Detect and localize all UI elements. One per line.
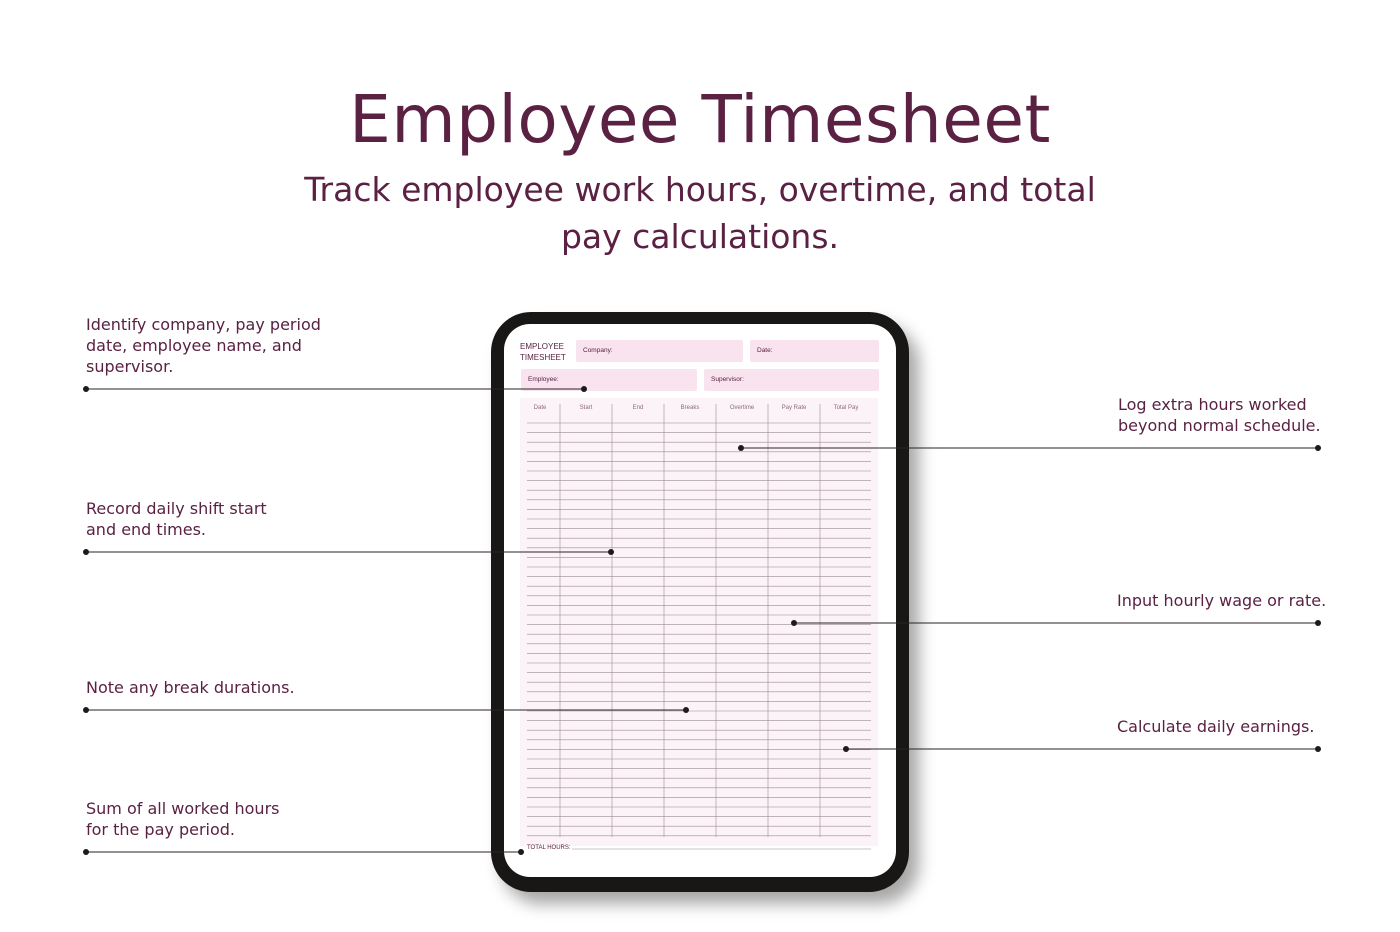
leader-company-info <box>83 386 587 392</box>
leader-pay-rate <box>791 620 1321 626</box>
leader-dot <box>683 707 689 713</box>
callout-pay-rate: Input hourly wage or rate. <box>1117 591 1327 610</box>
leader-total-hours <box>83 849 524 855</box>
leader-dot <box>83 707 89 713</box>
leader-dot <box>83 386 89 392</box>
leader-dot <box>518 849 524 855</box>
callout-total-hours: Sum of all worked hours for the pay period. <box>86 799 280 839</box>
leader-breaks <box>83 707 689 713</box>
column-header-total-pay: Total Pay <box>833 405 859 411</box>
date-field[interactable]: Date: <box>750 340 879 362</box>
column-header-pay-rate: Pay Rate <box>781 405 807 411</box>
callout-breaks: Note any break durations. <box>86 678 295 697</box>
column-header-start: Start <box>579 405 593 411</box>
column-header-breaks: Breaks <box>680 405 700 411</box>
leader-dot <box>581 386 587 392</box>
leader-dot <box>608 549 614 555</box>
callout-overtime: Log extra hours worked beyond normal schedule. <box>1118 395 1321 435</box>
callout-shift-times: Record daily shift start and end times. <box>86 499 267 539</box>
page-title: Employee Timesheet <box>349 81 1051 158</box>
leader-dot <box>791 620 797 626</box>
callout-company-info: Identify company, pay period date, employee name, and supervisor. <box>86 315 321 376</box>
column-header-overtime: Overtime <box>729 405 755 411</box>
leader-dot <box>83 849 89 855</box>
employee-field[interactable]: Employee: <box>521 369 697 391</box>
leader-dot <box>1315 620 1321 626</box>
leader-overtime <box>738 445 1321 451</box>
leader-dot <box>1315 445 1321 451</box>
leader-dot <box>738 445 744 451</box>
supervisor-field[interactable]: Supervisor: <box>704 369 879 391</box>
leader-dot <box>83 549 89 555</box>
total-hours-label: TOTAL HOURS: <box>527 845 571 851</box>
page-subtitle: Track employee work hours, overtime, and total pay calculations. <box>304 170 1096 256</box>
callout-total-pay: Calculate daily earnings. <box>1117 717 1315 736</box>
leader-dot <box>1315 746 1321 752</box>
doc-title-line-1: EMPLOYEE <box>520 342 565 351</box>
column-header-date: Date <box>533 405 547 411</box>
leader-total-pay <box>843 746 1321 752</box>
column-header-end: End <box>632 405 644 411</box>
leader-shift-times <box>83 549 614 555</box>
doc-title-line-2: TIMESHEET <box>520 353 566 362</box>
company-field[interactable]: Company: <box>576 340 743 362</box>
leader-dot <box>843 746 849 752</box>
